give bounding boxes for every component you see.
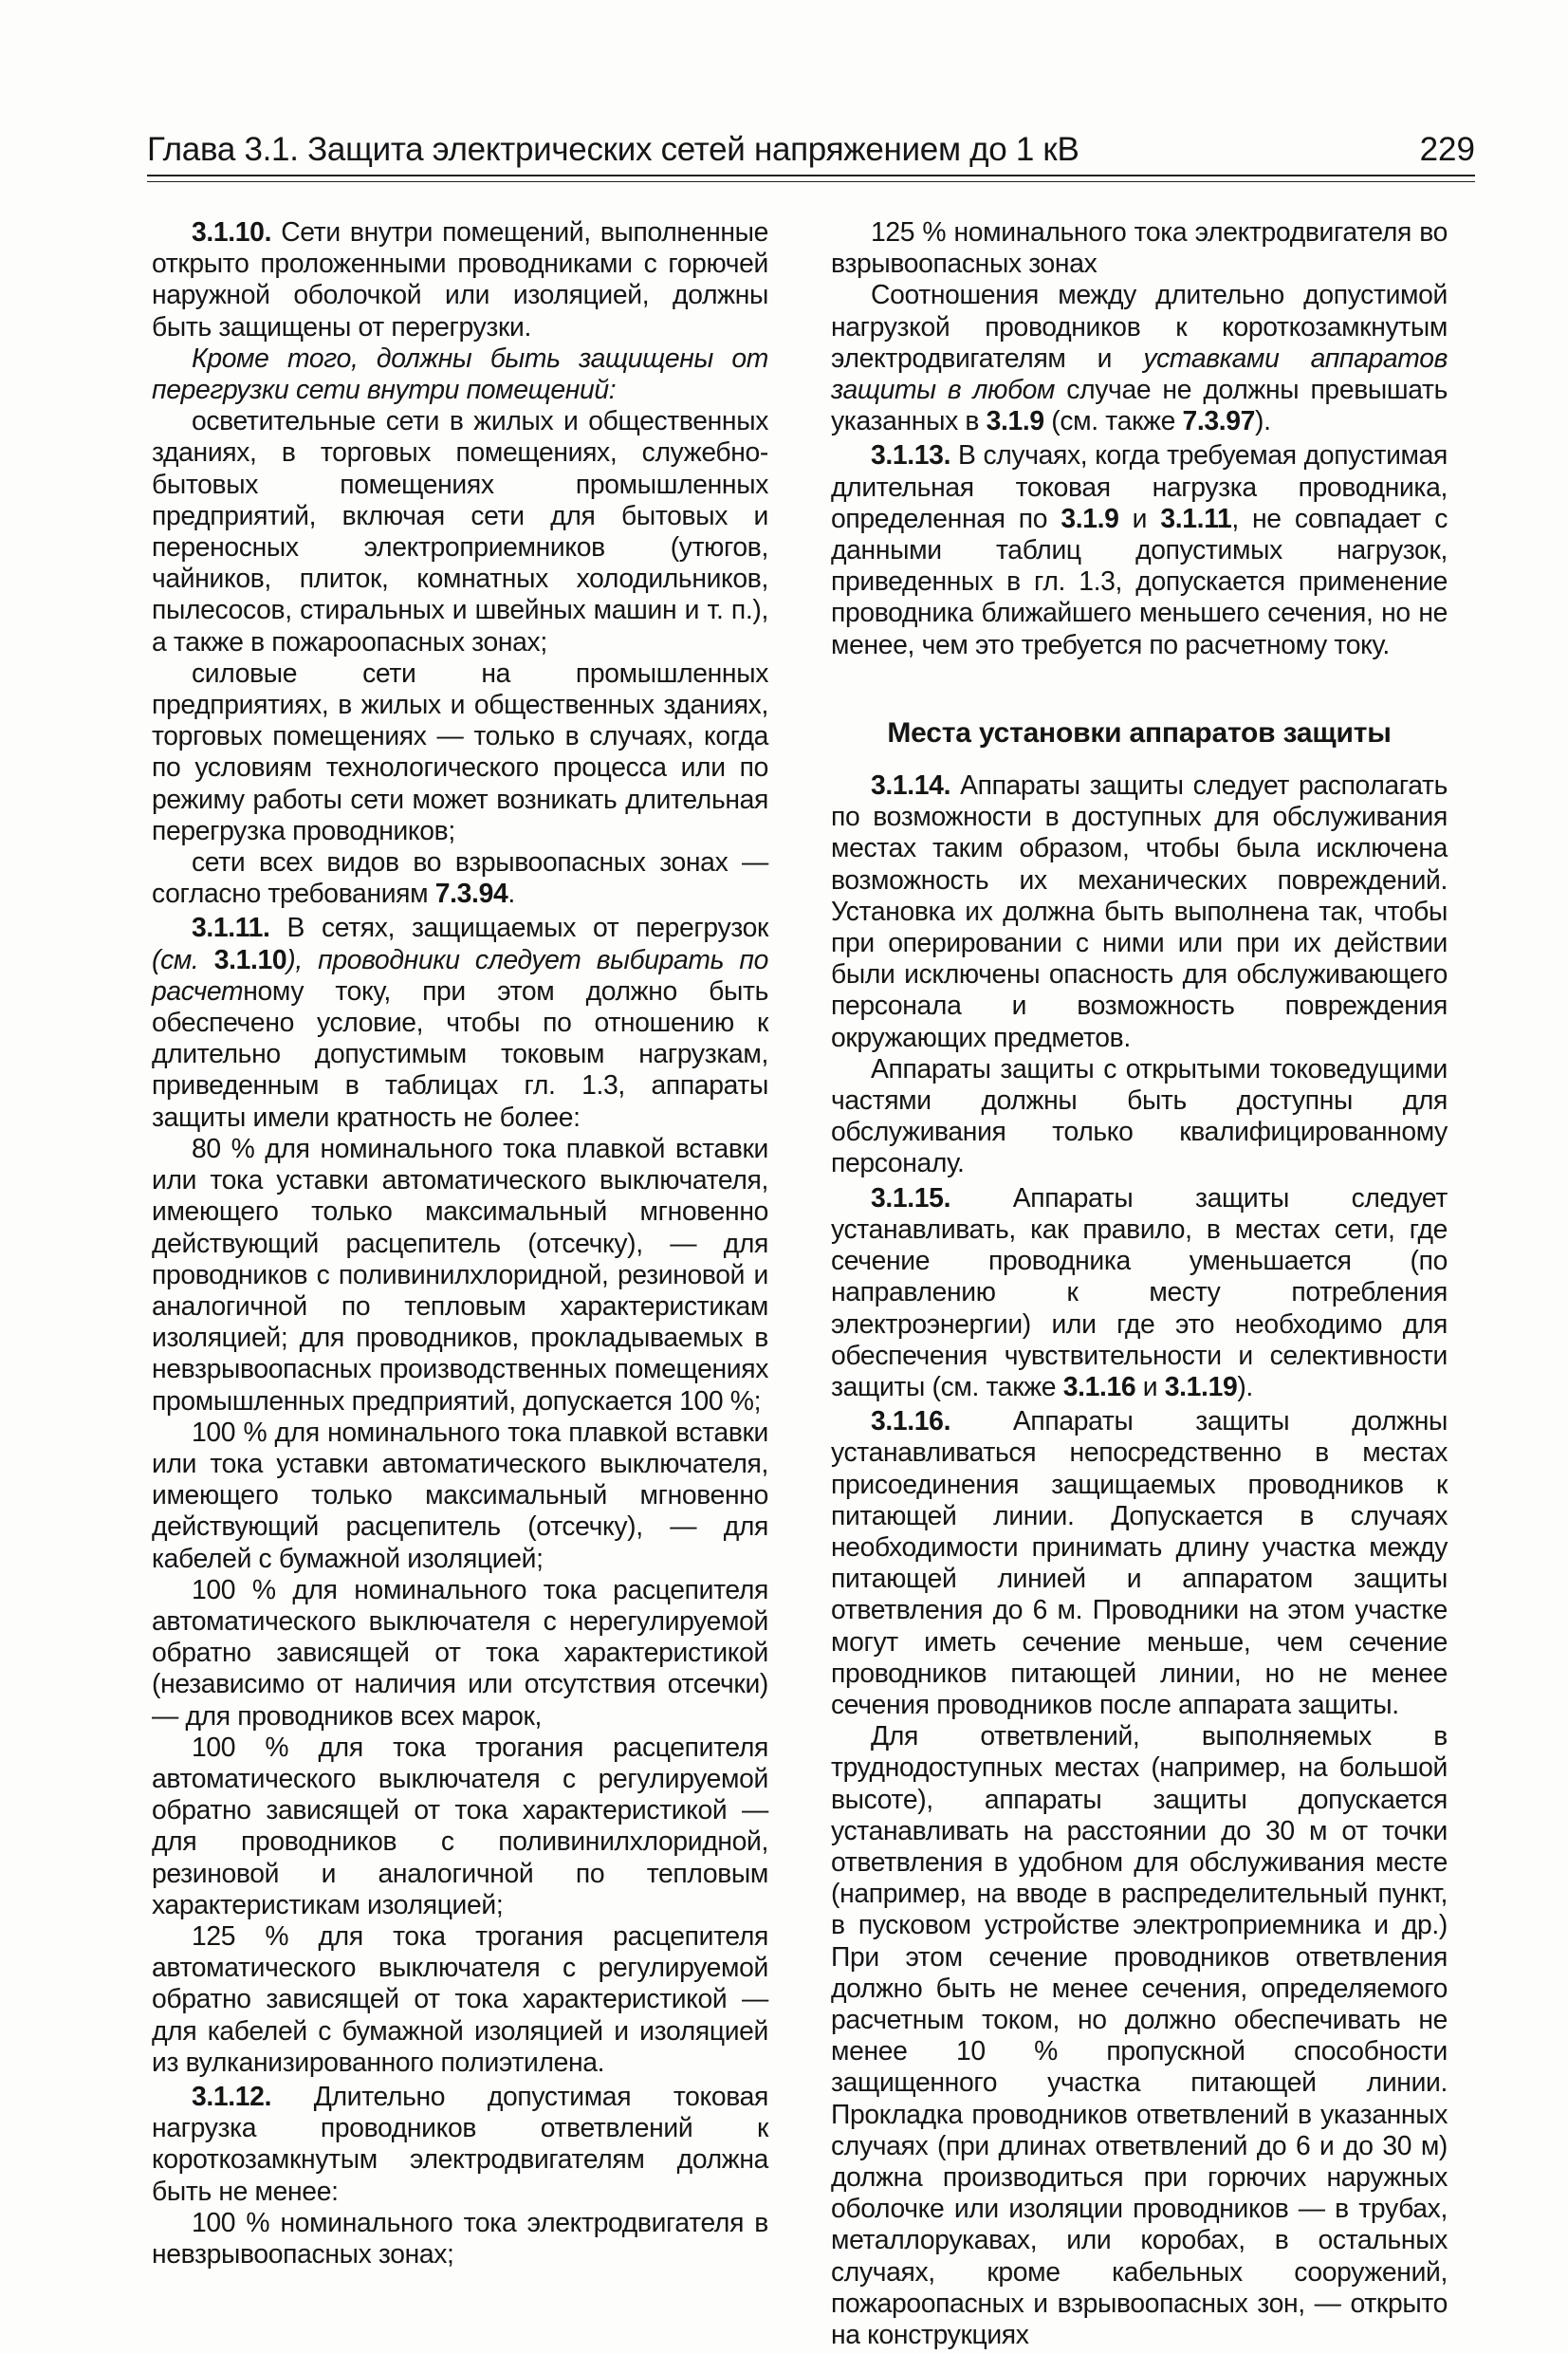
clause-number: 3.1.12. [192,2080,272,2111]
list-item-100-percent-c: 100 % для тока трогания расцепителя автоматического выключателя с регулируемой обратно зависящей от тока характеристикой — для проводников с поливинилхлоридной, резиновой и аналогичной по тепловым характеристикам изоляцией; [152,1731,768,1919]
clause-3-1-16 [831,1405,1448,1720]
right-column [831,216,1448,2350]
text: Аппараты защиты должны устанавливаться непосредственно в местах присоединения защищаемых проводников к питающей линии. Допускается в случаях необходимости принимать длину участка между питающей линией и аппаратом защиты ответвления до 6 м. Проводники на этом участке могут иметь сечение меньше, чем сечение проводников питающей линии, но не менее сечения проводников после аппарата защиты. [831,1405,1448,1719]
paragraph-open-parts: Аппараты защиты с открытыми токоведущими частями должны быть доступны для обслуживания только квалифицированному персоналу. [831,1052,1448,1178]
list-item-80-percent: 80 % для номинального тока плавкой вставки или тока уставки автоматического выключателя, имеющего только максимальный мгновенно действующий расцепитель (отсечку), — для проводников с поливинилхлоридной, резиновой и аналогичной по тепловым характеристикам изоляцией; для проводников, прокладываемых в невзрывоопасных производственных помещениях промышленных предприятий, допускается 100 %; [152,1132,768,1416]
reference-link: 7.3.97 [1182,405,1256,436]
text: (см. также [1043,405,1183,436]
text: сети всех видов во взрывоопасных зонах — согласно требованиям [152,846,768,909]
text: ), проводники следует выбирать по расчет [152,943,768,1006]
paragraph-sootnosheniya [831,279,1448,436]
clause-3-1-10 [152,216,768,343]
text: Аппараты защиты следует устанавливать, как правило, в местах сети, где сечение проводника уменьшается (по направлению к месту потребления электроэнергии) или где это необходимо для обеспечения чувствительности и селективности защиты (см. также [831,1181,1448,1401]
text: уставками аппаратов защиты в любом [831,342,1448,405]
clause-number: 3.1.15. [871,1181,951,1213]
text: случае не должны превышать указанных в [831,374,1448,436]
chapter-title: Глава 3.1. Защита электрических сетей напряжением до 1 кВ [147,131,1079,168]
paragraph-branches: Для ответвлений, выполняемых в труднодоступных местах (например, на большой высоте), аппараты защиты допускается устанавливать на расстоянии до 30 м от точки ответвления в удобном для обслуживания месте (например, на вводе в распределительный пункт, в пусковом устройстве электроприемника и др.) При этом сечение проводников ответвления должно быть не менее сечения, определяемого расчетным током, но должно обеспечивать не менее 10 % пропускной способности защищенного участка питающей линии. Прокладка проводников ответвлений в указанных случаях (при длинах ответвлений до 6 и до 30 м) должна производиться при горючих наружных оболочке или изоляции проводников — в трубах, металлорукавах, или коробах, в остальных случаях, кроме кабельных сооружений, пожароопасных и взрывоопасных зон, — открыто на конструкциях [831,1720,1448,2349]
header-rule-thick [147,175,1475,176]
reference-link: 3.1.11 [1160,502,1232,533]
text: В случаях, когда требуемая допустимая длительная токовая нагрузка проводника, определенная по [831,439,1448,533]
clause-number: 3.1.14. [871,769,951,801]
clause-number: 3.1.11. [192,912,270,943]
reference-link: 7.3.94 [434,878,508,909]
text: , не совпадает с данными таблиц допустимых нагрузок, приведенных в гл. 1.3, допускается применение проводника ближайшего меньшего сечения, но не менее, чем это требуется по расчетному току. [831,502,1448,659]
clause-3-1-11 [152,912,768,1132]
text: и [1135,1370,1165,1401]
text: ). [1255,405,1271,436]
list-item-explosive-zones [152,846,768,909]
reference-link: 3.1.9 [986,405,1044,436]
list-item-125-percent: 125 % для тока трогания расцепителя автоматического выключателя с регулируемой обратно зависящей от тока характеристикой — для кабелей с бумажной изоляцией и изоляцией из вулканизированного полиэтилена. [152,1919,768,2077]
clause-number: 3.1.13. [871,439,951,471]
running-header [147,125,1475,175]
list-item-100-nonexplosive: 100 % номинального тока электродвигателя в невзрывоопасных зонах; [152,2206,768,2269]
list-item-100-percent-b: 100 % для номинального тока расцепителя автоматического выключателя с нерегулируемой обратно зависящей от тока характеристикой (независимо от наличия или отсутствия отсечки) — для проводников всех марок, [152,1573,768,1731]
text: и [1118,502,1161,533]
clause-3-1-12 [152,2081,768,2207]
text: ному току, при этом должно быть обеспечено условие, чтобы по отношению к длительно допустимым токовым нагрузкам, приведенным в таблицах гл. 1.3, аппараты защиты имели кратность не более: [152,974,768,1132]
header-rule-thin [147,181,1475,182]
list-item-125-explosive: 125 % номинального тока электродвигателя во взрывоопасных зонах [831,216,1448,279]
clause-number: 3.1.10. [192,216,272,247]
clause-number: 3.1.16. [871,1405,951,1436]
reference-link: 3.1.19 [1164,1370,1238,1401]
left-column [152,216,768,2270]
clause-3-1-13 [831,439,1448,659]
text: Длительно допустимая токовая нагрузка проводников ответвлений к короткозамкнутым электродвигателям должна быть не менее: [152,2080,768,2206]
reference-link: 3.1.10 [213,943,287,974]
list-item-100-percent-a: 100 % для номинального тока плавкой вставки или тока уставки автоматического выключателя, имеющего только максимальный мгновенно действующий расцепитель (отсечку), — для кабелей с бумажной изоляцией; [152,1416,768,1573]
reference-link: 3.1.9 [1061,502,1119,533]
text: . [507,878,515,909]
list-item-power-networks: силовые сети на промышленных предприятиях, в жилых и общественных зданиях, торговых помещениях — только в случаях, когда по условиям технологического процесса или по режиму работы сети может возникать длительная перегрузка проводников; [152,657,768,845]
text: В сетях, защищаемых от перегрузок [269,912,768,943]
text: (см. [152,943,214,974]
text: ). [1237,1370,1253,1401]
clause-text: Сети внутри помещений, выполненные открыто проложенными проводниками с горючей наружной оболочкой или изоляцией, должны быть защищены от перегрузки. [152,216,768,342]
page-number: 229 [1419,131,1475,168]
reference-link: 3.1.16 [1062,1370,1136,1401]
clause-3-1-15 [831,1182,1448,1402]
list-item-lighting-networks: осветительные сети в жилых и общественных зданиях, в торговых помещениях, служебно-бытовых помещениях промышленных предприятий, включая сети для бытовых и переносных электроприемников (утюгов, чайников, плиток, комнатных холодильников, пылесосов, стиральных и швейных машин и т. п.), а также в пожароопасных зонах; [152,405,768,657]
paragraph-krome-togo: Кроме того, должны быть защищены от перегрузки сети внутри помещений: [152,342,768,405]
text: Аппараты защиты следует располагать по возможности в доступных для обслуживания местах таким образом, чтобы была исключена возможность их механических повреждений. Установка их должна быть выполнена так, чтобы при оперировании с ними или при их действии были исключены опасность для обслуживающего персонала и возможность повреждения окружающих предметов. [831,769,1448,1052]
section-heading: Места установки аппаратов защиты [887,716,1392,749]
text: Соотношения между длительно допустимой нагрузкой проводников к короткозамкнутым электродвигателям и [831,279,1448,373]
clause-3-1-14 [831,769,1448,1053]
